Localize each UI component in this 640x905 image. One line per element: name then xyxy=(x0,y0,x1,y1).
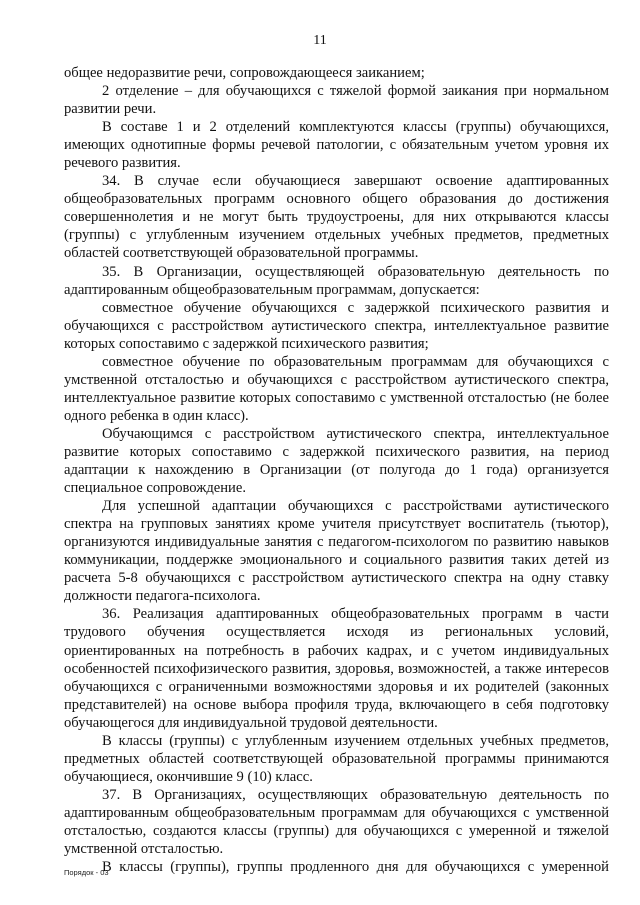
paragraph-speech-underdevelopment: общее недоразвитие речи, сопровождающееся заиканием; xyxy=(64,65,425,81)
paragraph-joint-education-zpr: совместное обучение обучающихся с задержкой психического развития и обучающихся с расстройством аутистического спектра, интеллектуальное развитие которых сопоставимо с задержкой психического развития; xyxy=(64,299,609,352)
paragraph-item-37: 37. В Организациях, осуществляющих образовательную деятельность по адаптированным общеобразовательным программам для обучающихся с умственной отсталостью, создаются классы (группы) для обучающихся с умеренной и тяжелой умственной отсталостью. xyxy=(64,786,609,858)
paragraph-item-35: 35. В Организации, осуществляющей образовательную деятельность по адаптированным общеобразовательным программам, допускается: xyxy=(64,263,609,298)
document-body xyxy=(64,64,609,876)
page-number: 11 xyxy=(313,33,327,48)
paragraph-item-36: 36. Реализация адаптированных общеобразовательных программ в части трудового обучения осуществляется исходя из региональных условий, ориентированных на потребность в рабочих кадрах, и с учетом индивидуальных особенностей психофизического развития, здоровья, возможностей, а также интересов обучающихся с ограниченными возможностями здоровья и их родителей (законных представителей) на основе выбора профиля труда, включающего в себя подготовку обучающегося для индивидуальной трудовой деятельности. xyxy=(64,606,609,731)
paragraph-extended-day-groups: В классы (группы), группы продленного дня для обучающихся с умеренной xyxy=(102,859,609,876)
page-footer: Порядок - 03 xyxy=(64,868,109,877)
paragraph-departments-composition: В составе 1 и 2 отделений комплектуются классы (группы) обучающихся, имеющих однотипные формы речевой патологии, с обязательным учетом уровня их речевого развития. xyxy=(64,119,609,172)
paragraph-department-2: 2 отделение – для обучающихся с тяжелой формой заикания при нормальном развитии речи. xyxy=(64,83,609,118)
paragraph-ras-support: Обучающимся с расстройством аутистического спектра, интеллектуальное развитие которых сопоставимо с задержкой психического развития, на период адаптации к нахождению в Организации (от полугода до 1 года) организуется специальное сопровождение. xyxy=(64,425,609,497)
paragraph-ras-adaptation: Для успешной адаптации обучающихся с расстройствами аутистического спектра на групповых занятиях кроме учителя присутствует воспитатель (тьютор), организуются индивидуальные занятия с педагогом-психологом по развитию навыков коммуникации, поддержке эмоционального и социального развития таких детей из расчета 5-8 обучающихся с расстройством аутистического спектра на одну ставку должности педагога-психолога. xyxy=(64,498,609,605)
paragraph-joint-education-uo: совместное обучение по образовательным программам для обучающихся с умственной отсталостью и обучающихся с расстройством аутистического спектра, интеллектуальное развитие которых сопоставимо с умственной отсталостью (не более одного ребенка в один класс). xyxy=(64,353,609,424)
paragraph-item-34: 34. В случае если обучающиеся завершают освоение адаптированных общеобразовательных программ основного общего образования до достижения совершеннолетия и не могут быть трудоустроены, для них открываются классы (группы) с углубленным изучением отдельных учебных предметов, предметных областей соответствующей образовательной программы. xyxy=(64,173,609,262)
paragraph-in-depth-classes: В классы (группы) с углубленным изучением отдельных учебных предметов, предметных областей соответствующей образовательной программы принимаются обучающиеся, окончившие 9 (10) класс. xyxy=(64,732,609,785)
